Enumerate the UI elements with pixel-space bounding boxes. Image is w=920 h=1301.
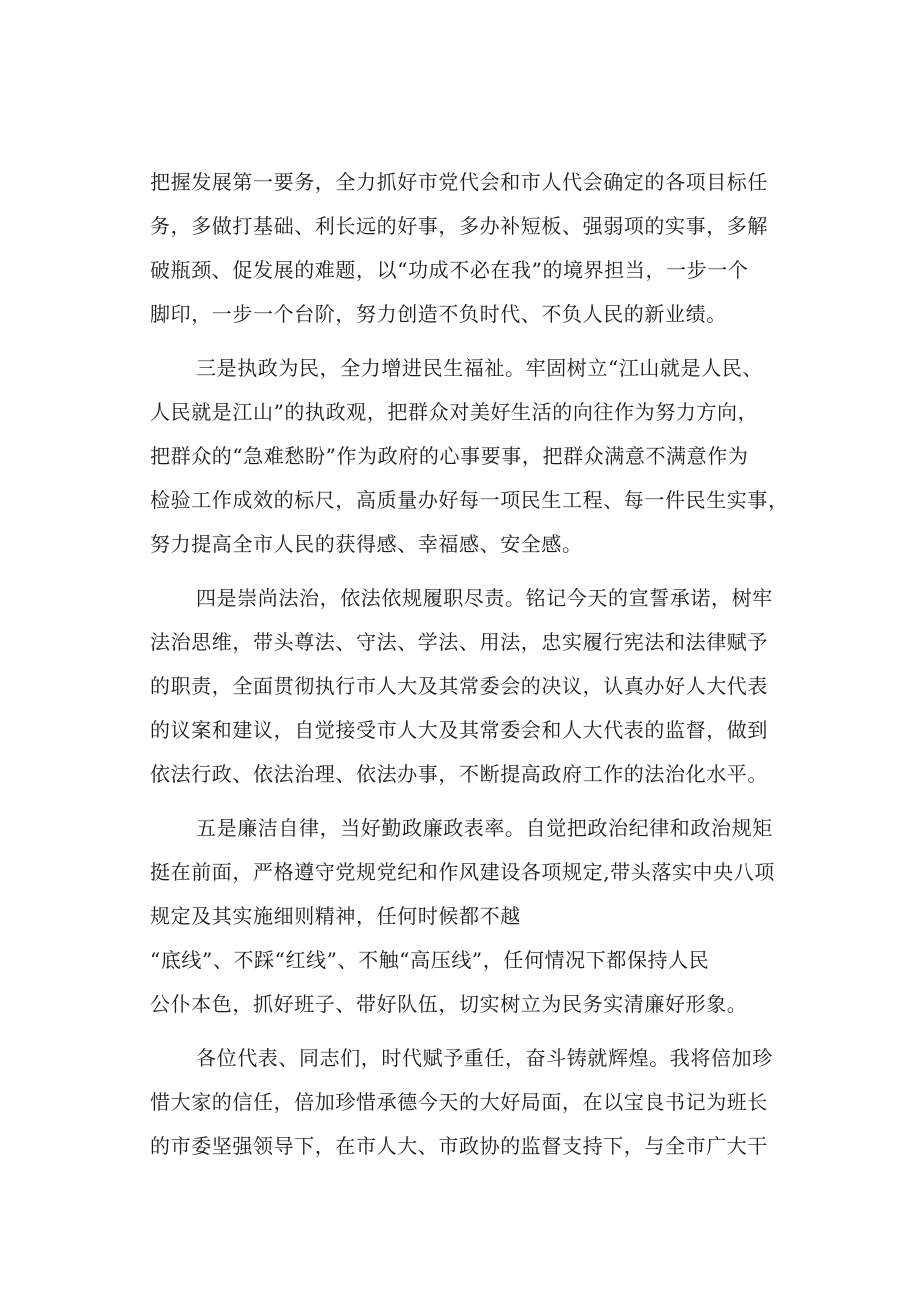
text-line: 的市委坚强领导下，在市人大、市政协的监督支持下，与全市广大干 bbox=[150, 1134, 768, 1158]
paragraph-first-line: 各位代表、同志们，时代赋予重任，奋斗铸就辉煌。我将倍加珍 bbox=[196, 1046, 773, 1070]
text-line: 检验工作成效的标尺，高质量办好每一项民生工程、每一件民生实事， bbox=[150, 488, 789, 512]
text-line: 把群众的“急难愁盼”作为政府的心事要事，把群众满意不满意作为 bbox=[150, 444, 749, 468]
text-line: 挺在前面，严格遵守党规党纪和作风建设各项规定,带头落实中央八项 bbox=[150, 860, 775, 884]
text-line: 规定及其实施细则精神，任何时候都不越 bbox=[150, 904, 521, 928]
text-line: 务，多做打基础、利长远的好事，多办补短板、强弱项的实事，多解 bbox=[150, 214, 768, 238]
text-line: 公仆本色，抓好班子、带好队伍，切实树立为民务实清廉好形象。 bbox=[150, 992, 748, 1016]
text-line: 努力提高全市人民的获得感、幸福感、安全感。 bbox=[150, 532, 583, 556]
paragraph-first-line: 五是廉洁自律，当好勤政廉政表率。自觉把政治纪律和政治规矩 bbox=[196, 816, 773, 840]
text-line: 法治思维，带头尊法、守法、学法、用法，忠实履行宪法和法律赋予 bbox=[150, 630, 768, 654]
text-line: 人民就是江山”的执政观，把群众对美好生活的向往作为努力方向， bbox=[150, 400, 759, 424]
text-line: “底线”、不踩“红线”、不触“高压线”，任何情况下都保持人民 bbox=[150, 948, 710, 972]
text-line: 脚印，一步一个台阶，努力创造不负时代、不负人民的新业绩。 bbox=[150, 302, 727, 326]
paragraph-first-line: 三是执政为民，全力增进民生福祉。牢固树立“江山就是人民、 bbox=[196, 356, 764, 380]
text-line: 的议案和建议，自觉接受市人大及其常委会和人大代表的监督，做到 bbox=[150, 718, 768, 742]
text-line: 破瓶颈、促发展的难题，以“功成不必在我”的境界担当，一步一个 bbox=[150, 258, 749, 282]
text-line: 的职责，全面贯彻执行市人大及其常委会的决议，认真办好人大代表 bbox=[150, 674, 768, 698]
text-line: 惜大家的信任，倍加珍惜承德今天的大好局面，在以宝良书记为班长 bbox=[150, 1090, 768, 1114]
paragraph-first-line: 四是崇尚法治，依法依规履职尽责。铭记今天的宣誓承诺，树牢 bbox=[196, 586, 773, 610]
text-line: 依法行政、依法治理、依法办事，不断提高政府工作的法治化水平。 bbox=[150, 762, 768, 786]
text-line: 把握发展第一要务，全力抓好市党代会和市人代会确定的各项目标任 bbox=[150, 170, 768, 194]
